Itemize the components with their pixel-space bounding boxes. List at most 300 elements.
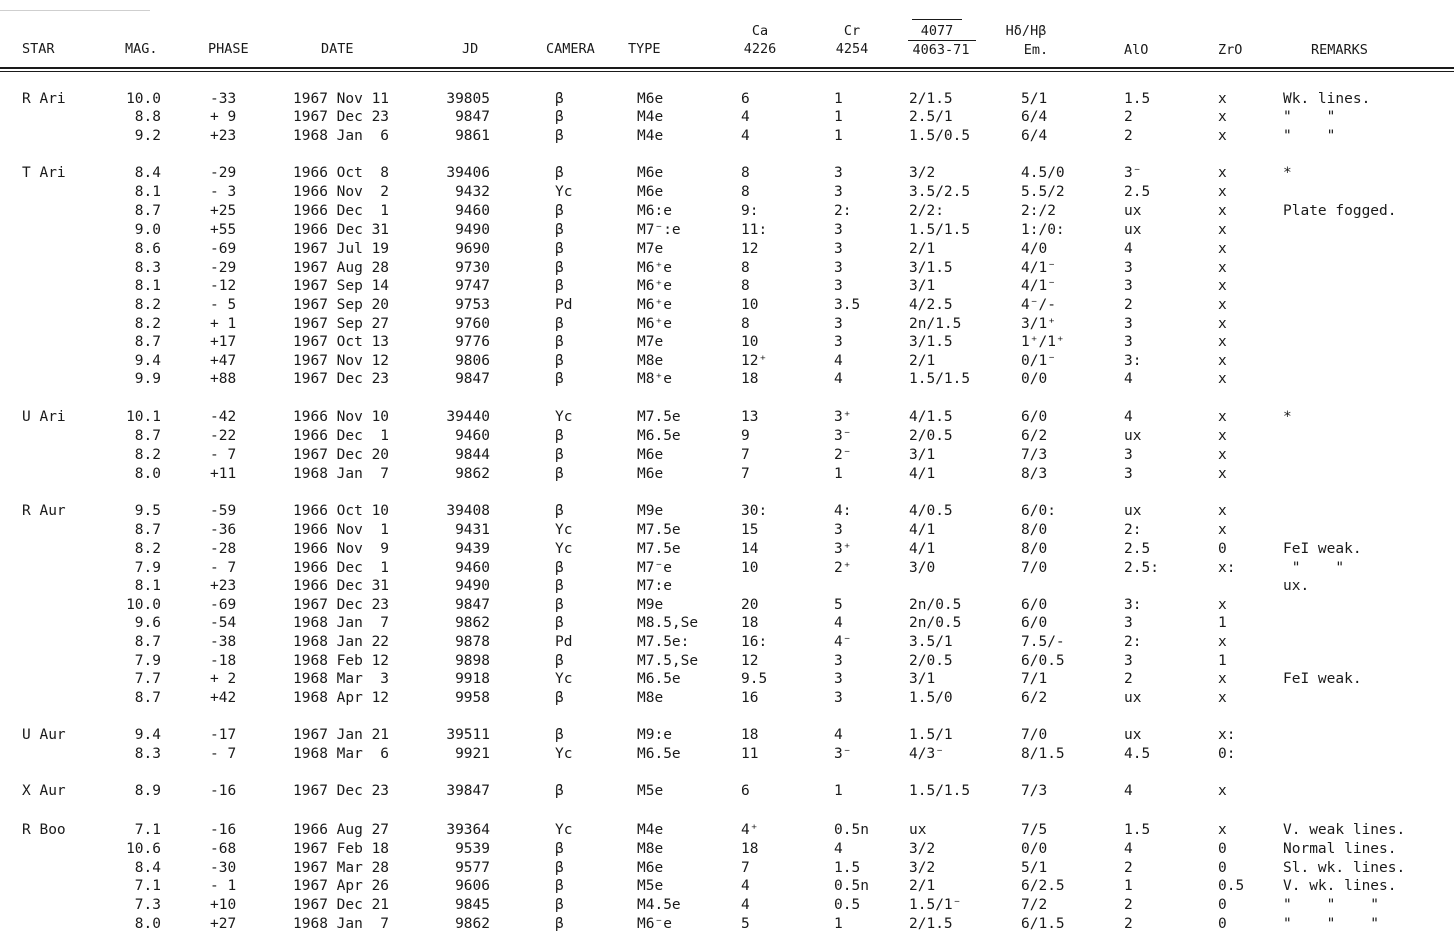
cell-type: M6⁺e [637, 316, 672, 332]
cell-h: 6/0: [1021, 503, 1056, 519]
cell-mag: 8.3 [134, 746, 161, 762]
cell-zro: 0 [1218, 860, 1227, 876]
cell-date: 1966 Aug 27 [293, 822, 390, 838]
cell-alo: ux [1124, 690, 1142, 706]
cell-phase: +55 [210, 222, 237, 238]
cell-jd: 9431 [455, 522, 490, 538]
cell-jd: 9460 [455, 560, 490, 576]
cell-jd: 39805 [446, 91, 490, 107]
cell-jd: 39364 [446, 822, 490, 838]
cell-cr: 1 [834, 916, 843, 932]
cell-zro: x [1218, 522, 1227, 538]
cell-date: 1966 Dec 1 [293, 560, 390, 576]
cell-ratio: 4/2.5 [909, 297, 953, 313]
cell-ca: 6 [741, 91, 750, 107]
cell-type: M6⁺e [637, 278, 672, 294]
cell-cr: 5 [834, 597, 843, 613]
cell-phase: +25 [210, 203, 237, 219]
cell-zro: 0 [1218, 841, 1227, 857]
cell-zro: x [1218, 409, 1227, 425]
cell-mag: 8.7 [134, 428, 161, 444]
cell-date: 1968 Apr 12 [293, 690, 390, 706]
cell-cr: 4 [834, 353, 843, 369]
cell-ca: 9 [741, 428, 750, 444]
cell-camera: β [555, 278, 564, 294]
cell-h: 4/1⁻ [1021, 260, 1056, 276]
cell-zro: x [1218, 128, 1227, 144]
cell-ca: 10 [741, 560, 759, 576]
cell-camera: β [555, 916, 564, 932]
cell-type: M7.5e [637, 541, 681, 557]
cell-mag: 7.9 [134, 560, 161, 576]
cell-h: 4⁻/- [1021, 297, 1056, 313]
header-cr: Cr [843, 23, 861, 39]
cell-jd: 9760 [455, 316, 490, 332]
cell-ratio: 3.5/2.5 [909, 184, 971, 200]
cell-type: M8.5,Se [637, 615, 699, 631]
cell-type: M6e [637, 165, 664, 181]
cell-ratio: 3/0 [909, 560, 936, 576]
cell-h: 7/3 [1021, 783, 1048, 799]
cell-jd: 9918 [455, 671, 490, 687]
cell-cr: 2⁻ [834, 447, 852, 463]
cell-cr: 3 [834, 260, 843, 276]
cell-cr: 0.5 [834, 897, 861, 913]
cell-alo: 2 [1124, 128, 1133, 144]
cell-ca: 7 [741, 466, 750, 482]
cell-ca: 8 [741, 184, 750, 200]
cell-remarks: V. weak lines. [1283, 822, 1406, 838]
cell-ca: 8 [741, 260, 750, 276]
cell-cr: 3 [834, 222, 843, 238]
cell-mag: 9.0 [134, 222, 161, 238]
cell-camera: β [555, 334, 564, 350]
cell-cr: 2: [834, 203, 852, 219]
cell-jd: 9690 [455, 241, 490, 257]
cell-type: M7⁻e [637, 560, 672, 576]
cell-mag: 8.1 [134, 578, 161, 594]
cell-remarks: " " " [1283, 897, 1380, 913]
cell-date: 1966 Dec 31 [293, 222, 390, 238]
cell-zro: x: [1218, 560, 1236, 576]
cell-ratio: 1.5/1⁻ [909, 897, 962, 913]
cell-cr: 3 [834, 522, 843, 538]
cell-alo: 1.5 [1124, 822, 1151, 838]
cell-phase: - 7 [210, 746, 237, 762]
header-mag: MAG. [125, 41, 158, 57]
cell-alo: 1.5 [1124, 91, 1151, 107]
cell-mag: 10.0 [126, 597, 161, 613]
cell-remarks: " " [1283, 128, 1336, 144]
cell-mag: 7.1 [134, 822, 161, 838]
cell-alo: 3 [1124, 653, 1133, 669]
cell-ratio: 4/3⁻ [909, 746, 944, 762]
cell-cr: 3⁻ [834, 428, 852, 444]
cell-ratio: 2/0.5 [909, 653, 953, 669]
cell-h: 8/0 [1021, 541, 1048, 557]
cell-alo: 2 [1124, 860, 1133, 876]
cell-alo: 3 [1124, 278, 1133, 294]
cell-ca: 15 [741, 522, 759, 538]
cell-camera: Yc [555, 822, 573, 838]
cell-h: 5.5/2 [1021, 184, 1065, 200]
cell-mag: 8.2 [134, 541, 161, 557]
cell-type: M6⁺e [637, 297, 672, 313]
cell-type: M8e [637, 353, 664, 369]
cell-ratio: 1.5/1 [909, 727, 953, 743]
cell-jd: 9847 [455, 597, 490, 613]
cell-cr: 3 [834, 653, 843, 669]
cell-camera: Yc [555, 746, 573, 762]
cell-date: 1967 Sep 14 [293, 278, 390, 294]
cell-date: 1966 Dec 1 [293, 428, 390, 444]
cell-remarks: FeI weak. [1283, 671, 1362, 687]
cell-camera: β [555, 241, 564, 257]
cell-date: 1967 Feb 18 [293, 841, 390, 857]
cell-zro: x [1218, 203, 1227, 219]
cell-ratio: 1.5/1.5 [909, 783, 971, 799]
cell-date: 1967 Dec 23 [293, 371, 390, 387]
cell-ratio: 2n/0.5 [909, 597, 962, 613]
cell-mag: 8.2 [134, 297, 161, 313]
cell-alo: 3 [1124, 466, 1133, 482]
cell-zro: x [1218, 222, 1227, 238]
cell-phase: +11 [210, 466, 237, 482]
cell-phase: - 7 [210, 447, 237, 463]
cell-remarks: * [1283, 165, 1292, 181]
cell-date: 1966 Dec 1 [293, 203, 390, 219]
cell-ca: 9.5 [741, 671, 768, 687]
header-phase: PHASE [208, 41, 249, 57]
cell-zro: x [1218, 91, 1227, 107]
cell-zro: x [1218, 597, 1227, 613]
cell-cr: 3⁺ [834, 409, 852, 425]
cell-alo: 2.5 [1124, 541, 1151, 557]
cell-jd: 39408 [446, 503, 490, 519]
cell-jd: 9862 [455, 615, 490, 631]
cell-zro: x [1218, 316, 1227, 332]
cell-cr: 4 [834, 841, 843, 857]
header-type: TYPE [628, 41, 661, 57]
cell-date: 1967 Dec 23 [293, 109, 390, 125]
cell-ratio: ux [909, 822, 927, 838]
cell-type: M7.5e [637, 409, 681, 425]
cell-ca: 7 [741, 447, 750, 463]
cell-jd: 39406 [446, 165, 490, 181]
cell-camera: β [555, 653, 564, 669]
cell-jd: 9878 [455, 634, 490, 650]
cell-cr: 3 [834, 316, 843, 332]
cell-camera: β [555, 165, 564, 181]
cell-phase: + 1 [210, 316, 237, 332]
cell-date: 1967 Dec 23 [293, 597, 390, 613]
cell-camera: β [555, 371, 564, 387]
cell-type: M4e [637, 128, 664, 144]
cell-star: R Aur [22, 503, 66, 519]
cell-zro: x: [1218, 727, 1236, 743]
header-ratio-denominator: 4063-71 [912, 42, 970, 58]
cell-alo: 2 [1124, 109, 1133, 125]
cell-phase: -16 [210, 783, 237, 799]
header-h-delta-h-beta: Hδ/Hβ [1005, 23, 1047, 39]
cell-cr: 3.5 [834, 297, 861, 313]
cell-star: U Aur [22, 727, 66, 743]
cell-ratio: 2n/1.5 [909, 316, 962, 332]
cell-date: 1967 Jan 21 [293, 727, 390, 743]
cell-type: M6e [637, 466, 664, 482]
cell-ratio: 3/1 [909, 278, 936, 294]
cell-zro: x [1218, 822, 1227, 838]
cell-phase: -42 [210, 409, 237, 425]
cell-camera: Yc [555, 409, 573, 425]
cell-type: M4e [637, 822, 664, 838]
cell-h: 0/0 [1021, 371, 1048, 387]
cell-alo: 2: [1124, 634, 1142, 650]
cell-star: U Ari [22, 409, 66, 425]
cell-mag: 8.1 [134, 184, 161, 200]
cell-zro: x [1218, 634, 1227, 650]
cell-phase: -18 [210, 653, 237, 669]
cell-phase: - 1 [210, 878, 237, 894]
cell-phase: -30 [210, 860, 237, 876]
cell-remarks: Wk. lines. [1283, 91, 1371, 107]
cell-ratio: 3/2 [909, 860, 936, 876]
cell-star: R Ari [22, 91, 66, 107]
cell-cr: 4⁻ [834, 634, 852, 650]
cell-jd: 9439 [455, 541, 490, 557]
cell-ratio: 4/1 [909, 541, 936, 557]
cell-h: 4/0 [1021, 241, 1048, 257]
header-ca-wavelength: 4226 [743, 41, 777, 57]
cell-phase: +10 [210, 897, 237, 913]
cell-camera: Pd [555, 297, 573, 313]
cell-phase: - 5 [210, 297, 237, 313]
cell-type: M6.5e [637, 671, 681, 687]
cell-ratio: 2/1.5 [909, 916, 953, 932]
cell-phase: - 3 [210, 184, 237, 200]
cell-date: 1966 Oct 8 [293, 165, 390, 181]
cell-zro: x [1218, 503, 1227, 519]
cell-ca: 12 [741, 653, 759, 669]
cell-type: M6e [637, 447, 664, 463]
cell-phase: +23 [210, 128, 237, 144]
cell-cr: 3 [834, 334, 843, 350]
cell-alo: 4 [1124, 371, 1133, 387]
cell-ca: 12 [741, 241, 759, 257]
header-date: DATE [321, 41, 354, 57]
cell-mag: 7.1 [134, 878, 161, 894]
cell-jd: 9847 [455, 371, 490, 387]
cell-alo: 2 [1124, 297, 1133, 313]
cell-alo: ux [1124, 428, 1142, 444]
cell-type: M6:e [637, 203, 672, 219]
cell-h: 5/1 [1021, 860, 1048, 876]
cell-jd: 9921 [455, 746, 490, 762]
cell-zro: x [1218, 371, 1227, 387]
cell-h: 3/1⁺ [1021, 316, 1056, 332]
cell-phase: -16 [210, 822, 237, 838]
header-emission: Em. [1023, 42, 1049, 58]
cell-ratio: 2/1.5 [909, 91, 953, 107]
cell-mag: 8.7 [134, 203, 161, 219]
cell-phase: -28 [210, 541, 237, 557]
cell-camera: β [555, 841, 564, 857]
cell-type: M6e [637, 860, 664, 876]
cell-mag: 10.1 [126, 409, 161, 425]
cell-date: 1968 Feb 12 [293, 653, 390, 669]
cell-type: M6.5e [637, 428, 681, 444]
cell-cr: 3 [834, 184, 843, 200]
cell-jd: 9898 [455, 653, 490, 669]
cell-zro: x [1218, 278, 1227, 294]
cell-camera: Pd [555, 634, 573, 650]
cell-jd: 9747 [455, 278, 490, 294]
cell-jd: 39511 [446, 727, 490, 743]
cell-camera: β [555, 615, 564, 631]
cell-remarks: Plate fogged. [1283, 203, 1397, 219]
cell-ca: 18 [741, 371, 759, 387]
cell-phase: - 7 [210, 560, 237, 576]
cell-h: 6/0 [1021, 409, 1048, 425]
cell-ratio: 2n/0.5 [909, 615, 962, 631]
cell-zro: x [1218, 466, 1227, 482]
cell-mag: 7.9 [134, 653, 161, 669]
cell-mag: 8.6 [134, 241, 161, 257]
cell-h: 6/0 [1021, 615, 1048, 631]
cell-ca: 10 [741, 334, 759, 350]
cell-cr: 3 [834, 165, 843, 181]
cell-date: 1966 Nov 2 [293, 184, 390, 200]
header-alo: AlO [1124, 42, 1149, 58]
cell-ca: 7 [741, 860, 750, 876]
cell-ca: 5 [741, 916, 750, 932]
header-cr-wavelength: 4254 [835, 41, 869, 57]
header-ratio-numerator: 4077 [920, 23, 954, 39]
cell-ca: 8 [741, 278, 750, 294]
cell-type: M9:e [637, 727, 672, 743]
cell-alo: 3⁻ [1124, 165, 1142, 181]
cell-ratio: 2/0.5 [909, 428, 953, 444]
cell-jd: 9490 [455, 578, 490, 594]
header-rule-thin [0, 71, 1454, 72]
cell-cr: 1 [834, 109, 843, 125]
cell-camera: β [555, 878, 564, 894]
cell-mag: 9.4 [134, 727, 161, 743]
cell-h: 6/4 [1021, 128, 1048, 144]
cell-camera: β [555, 222, 564, 238]
cell-ratio: 2.5/1 [909, 109, 953, 125]
cell-h: 6/2 [1021, 690, 1048, 706]
cell-ca: 8 [741, 165, 750, 181]
cell-zro: x [1218, 165, 1227, 181]
cell-h: 7/0 [1021, 560, 1048, 576]
cell-ratio: 3/2 [909, 841, 936, 857]
cell-ca: 13 [741, 409, 759, 425]
cell-type: M7.5,Se [637, 653, 699, 669]
cell-camera: β [555, 597, 564, 613]
cell-date: 1967 Dec 20 [293, 447, 390, 463]
cell-type: M7e [637, 241, 664, 257]
cell-remarks: ux. [1283, 578, 1310, 594]
cell-cr: 3 [834, 241, 843, 257]
cell-h: 7/3 [1021, 447, 1048, 463]
cell-alo: 2 [1124, 897, 1133, 913]
cell-jd: 9862 [455, 916, 490, 932]
cell-date: 1967 Mar 28 [293, 860, 390, 876]
cell-phase: -59 [210, 503, 237, 519]
cell-mag: 8.0 [134, 466, 161, 482]
cell-jd: 9490 [455, 222, 490, 238]
cell-zro: x [1218, 690, 1227, 706]
cell-alo: 3 [1124, 447, 1133, 463]
cell-mag: 9.5 [134, 503, 161, 519]
cell-type: M7.5e [637, 522, 681, 538]
cell-jd: 39847 [446, 783, 490, 799]
cell-phase: +88 [210, 371, 237, 387]
cell-ca: 4 [741, 878, 750, 894]
cell-alo: 2 [1124, 671, 1133, 687]
cell-ca: 18 [741, 615, 759, 631]
cell-camera: β [555, 727, 564, 743]
cell-zro: 0: [1218, 746, 1236, 762]
cell-jd: 9606 [455, 878, 490, 894]
cell-phase: -54 [210, 615, 237, 631]
cell-camera: β [555, 560, 564, 576]
cell-camera: Yc [555, 184, 573, 200]
cell-date: 1967 Nov 11 [293, 91, 390, 107]
cell-phase: -17 [210, 727, 237, 743]
cell-cr: 3 [834, 671, 843, 687]
cell-ratio: 3/1.5 [909, 334, 953, 350]
cell-h: 2:/2 [1021, 203, 1056, 219]
cell-camera: β [555, 783, 564, 799]
cell-mag: 8.8 [134, 109, 161, 125]
cell-alo: 2.5 [1124, 184, 1151, 200]
cell-zro: 0 [1218, 916, 1227, 932]
cell-zro: x [1218, 241, 1227, 257]
cell-mag: 8.3 [134, 260, 161, 276]
cell-ratio: 4/1 [909, 466, 936, 482]
cell-zro: 0 [1218, 897, 1227, 913]
cell-type: M5e [637, 878, 664, 894]
cell-h: 8/0 [1021, 522, 1048, 538]
cell-date: 1968 Mar 6 [293, 746, 390, 762]
cell-h: 6/0 [1021, 597, 1048, 613]
cell-camera: β [555, 578, 564, 594]
cell-type: M5e [637, 783, 664, 799]
cell-phase: -33 [210, 91, 237, 107]
cell-phase: -38 [210, 634, 237, 650]
cell-ratio: 3/1.5 [909, 260, 953, 276]
cell-ca: 4 [741, 109, 750, 125]
cell-h: 6/2.5 [1021, 878, 1065, 894]
cell-phase: +23 [210, 578, 237, 594]
cell-alo: 2 [1124, 916, 1133, 932]
cell-cr: 3 [834, 690, 843, 706]
cell-ca: 4⁺ [741, 822, 759, 838]
cell-alo: 4 [1124, 241, 1133, 257]
cell-type: M7.5e: [637, 634, 690, 650]
cell-cr: 1 [834, 466, 843, 482]
cell-camera: β [555, 260, 564, 276]
cell-h: 7/1 [1021, 671, 1048, 687]
cell-phase: -69 [210, 597, 237, 613]
cell-cr: 3 [834, 278, 843, 294]
scan-edge-line [0, 10, 150, 11]
cell-date: 1968 Mar 3 [293, 671, 390, 687]
cell-date: 1966 Dec 31 [293, 578, 390, 594]
cell-cr: 4 [834, 727, 843, 743]
